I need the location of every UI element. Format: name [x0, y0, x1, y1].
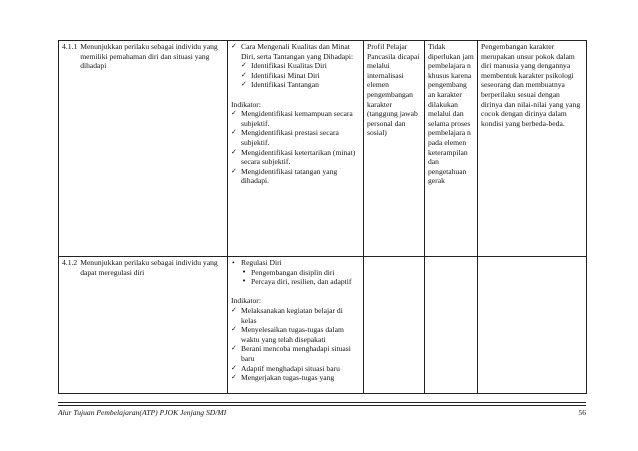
indicator-item: ✓ Mengidentifikasi ketertarikan (minat) secara subjektif.	[231, 148, 360, 167]
empty-cell	[425, 257, 478, 394]
objective-text: Menunjukkan perilaku sebagai individu yang dapat meregulasi diri	[80, 258, 218, 277]
footer-title: Alur Tujuan Pembelajaran(ATP) PJOK Jenjang SD/MI	[58, 408, 227, 417]
profil-cell: Profil Pelajar Pancasila dicapai melalui internalisasi elemen pengembangan karakter (tanggung jawab personal dan sosial)	[364, 41, 425, 257]
indicator-item: ✓ Adaptif menghadapi situasi baru	[231, 364, 360, 374]
indicator-item: ✓ Berani mencoba menghadapi situasi baru	[231, 344, 360, 363]
material-subitem: ✓ Identifikasi Kualitas Diri	[241, 61, 360, 71]
empty-cell	[364, 257, 425, 394]
objective-text: Menunjukkan perilaku sebagai individu yang memiliki pemahaman diri dan situasi yang dihadapi	[80, 42, 218, 71]
table-row	[59, 41, 587, 257]
objective-code: 4.1.2	[62, 258, 78, 267]
indicator-item: ✓ Menyelesaikan tugas-tugas dalam waktu yang telah disepakati	[231, 325, 360, 344]
indicator-item: ✓ Mengidentifikasi tatangan yang dihadapi.	[231, 167, 360, 186]
material-bullet: • Regulasi Diri • Pengembangan disiplin diri • Percaya diri, resilien, dan adaptif	[231, 258, 360, 287]
table-row	[59, 257, 587, 394]
objective-cell	[59, 41, 228, 257]
material-subitem: ✓ Identifikasi Minat Diri	[241, 71, 360, 81]
indicator-label: Indikator:	[231, 296, 261, 306]
material-cell	[228, 41, 364, 257]
karakter-cell: Pengembangan karakter merupakan unsur pokok dalam diri manusia yang dengannya membentuk karakter psikologi seseorang dan membuatnya berperilaku sesuai dengan dirinya dan nilai-nilai yang yang cocok dengan dirinya dalam kondisi yang berbeda-beda.	[478, 41, 587, 257]
material-cell	[228, 257, 364, 394]
material-subitem: • Percaya diri, resilien, dan adaptif	[241, 277, 360, 287]
indicator-label: Indikator:	[231, 99, 261, 109]
objective-cell	[59, 257, 228, 394]
indicator-item: ✓ Mengidentifikasi kemampuan secara subjektif.	[231, 109, 360, 128]
material-heading: ✓ Cara Mengenali Kualitas dan Minat Diri, serta Tantangan yang Dihadapi: ✓ Identifikasi Kualitas Diri ✓ Identifikasi Minat Diri ✓ Identifikasi Tantangan	[231, 42, 360, 90]
indicator-item: ✓ Melaksanakan kegiatan belajar di kelas	[231, 306, 360, 325]
page-number: 56	[578, 408, 586, 417]
objective-code: 4.1.1	[62, 42, 78, 51]
indicator-item: ✓ Mengidentifikasi prestasi secara subjektif.	[231, 128, 360, 147]
material-subitem: ✓ Identifikasi Tantangan	[241, 80, 360, 90]
jam-cell: Tidak diperlukan jam pembelajara n khusus karena pengembang an karakter dilakukan melalui dan selama proses pembelajara n pada elemen keterampilan dan pengetahuan gerak	[425, 41, 478, 257]
atp-table	[58, 40, 587, 394]
footer-divider	[58, 402, 586, 406]
indicator-item: ✓ Mengerjakan tugas-tugas yang	[231, 373, 360, 383]
material-subitem: • Pengembangan disiplin diri	[241, 268, 360, 278]
empty-cell	[478, 257, 587, 394]
